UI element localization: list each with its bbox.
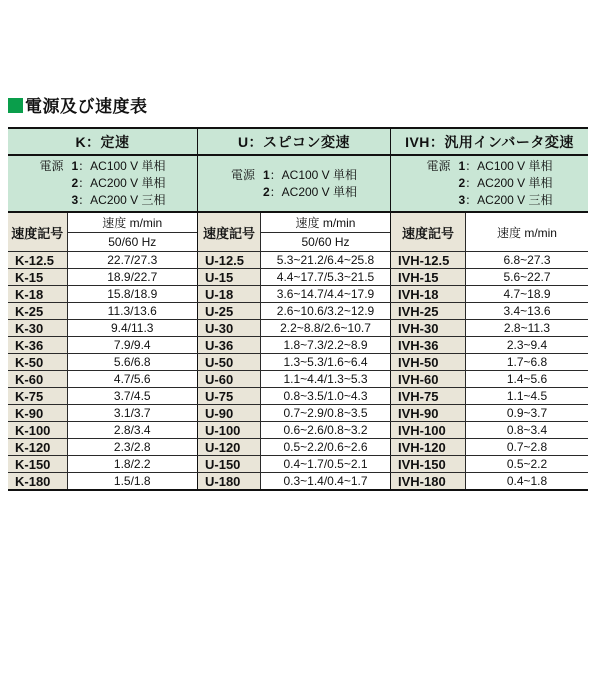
value-cell: 0.5~2.2/0.6~2.6 bbox=[261, 439, 391, 456]
section-header: U：スピコン変速 bbox=[198, 128, 391, 155]
table-row bbox=[391, 286, 589, 303]
code-cell: K-180 bbox=[8, 473, 67, 491]
section-U bbox=[197, 127, 390, 491]
table-row bbox=[8, 473, 197, 491]
code-cell: U-180 bbox=[198, 473, 261, 491]
table-row bbox=[391, 405, 589, 422]
power-spec-line: 3：AC200 V 三相 bbox=[458, 193, 553, 207]
value-cell: 3.1/3.7 bbox=[67, 405, 197, 422]
power-spec-line: 3：AC200 V 三相 bbox=[71, 193, 166, 207]
code-cell: IVH-30 bbox=[391, 320, 466, 337]
code-cell: IVH-90 bbox=[391, 405, 466, 422]
table-row bbox=[8, 320, 197, 337]
code-cell: U-15 bbox=[198, 269, 261, 286]
code-cell: K-60 bbox=[8, 371, 67, 388]
table-row bbox=[198, 405, 391, 422]
code-cell: IVH-36 bbox=[391, 337, 466, 354]
power-spec-line: 電源1：AC100 V 単相 bbox=[426, 159, 553, 173]
table-row bbox=[8, 252, 197, 269]
value-cell: 2.8~11.3 bbox=[466, 320, 589, 337]
value-cell: 0.3~1.4/0.4~1.7 bbox=[261, 473, 391, 491]
value-cell: 7.9/9.4 bbox=[67, 337, 197, 354]
table-row bbox=[198, 456, 391, 473]
table-row bbox=[198, 320, 391, 337]
code-cell: U-50 bbox=[198, 354, 261, 371]
code-cell: U-12.5 bbox=[198, 252, 261, 269]
code-cell: K-75 bbox=[8, 388, 67, 405]
value-cell: 1.5/1.8 bbox=[67, 473, 197, 491]
table-row bbox=[391, 371, 589, 388]
code-cell: K-50 bbox=[8, 354, 67, 371]
table-row bbox=[198, 422, 391, 439]
section-header: IVH：汎用インバータ変速 bbox=[391, 128, 589, 155]
table-row bbox=[198, 439, 391, 456]
hz-label: 50/60 Hz bbox=[301, 235, 350, 249]
value-cell: 1.8/2.2 bbox=[67, 456, 197, 473]
code-cell: U-90 bbox=[198, 405, 261, 422]
power-spec bbox=[198, 155, 391, 212]
value-cell: 22.7/27.3 bbox=[67, 252, 197, 269]
value-cell: 5.6~22.7 bbox=[466, 269, 589, 286]
code-cell: U-18 bbox=[198, 286, 261, 303]
power-speed-table bbox=[8, 127, 600, 491]
power-spec-line: 電源1：AC100 V 単相 bbox=[230, 167, 358, 182]
code-cell: U-150 bbox=[198, 456, 261, 473]
value-cell: 3.7/4.5 bbox=[67, 388, 197, 405]
power-spec-lines bbox=[231, 167, 357, 201]
table-row bbox=[8, 439, 197, 456]
code-cell: K-30 bbox=[8, 320, 67, 337]
value-cell: 2.3/2.8 bbox=[67, 439, 197, 456]
power-spec bbox=[8, 155, 197, 212]
table-row bbox=[391, 320, 589, 337]
table-row bbox=[391, 456, 589, 473]
value-cell: 1.8~7.3/2.2~8.9 bbox=[261, 337, 391, 354]
table-row bbox=[8, 354, 197, 371]
code-cell: K-120 bbox=[8, 439, 67, 456]
page-title-text: 電源及び速度表 bbox=[25, 97, 148, 116]
table-row bbox=[8, 456, 197, 473]
code-cell: U-120 bbox=[198, 439, 261, 456]
table-row bbox=[8, 388, 197, 405]
value-cell: 2.2~8.8/2.6~10.7 bbox=[261, 320, 391, 337]
table-row bbox=[8, 422, 197, 439]
table-row bbox=[8, 269, 197, 286]
section-IVH bbox=[390, 127, 588, 491]
table-row bbox=[8, 337, 197, 354]
value-cell: 4.4~17.7/5.3~21.5 bbox=[261, 269, 391, 286]
code-cell: U-60 bbox=[198, 371, 261, 388]
table-row bbox=[391, 269, 589, 286]
value-cell: 0.4~1.7/0.5~2.1 bbox=[261, 456, 391, 473]
value-cell: 11.3/13.6 bbox=[67, 303, 197, 320]
table-row bbox=[391, 439, 589, 456]
speed-column-header bbox=[261, 212, 391, 252]
value-cell: 1.7~6.8 bbox=[466, 354, 589, 371]
value-cell: 0.6~2.6/0.8~3.2 bbox=[261, 422, 391, 439]
value-cell: 0.9~3.7 bbox=[466, 405, 589, 422]
table-row bbox=[391, 388, 589, 405]
table-row bbox=[198, 388, 391, 405]
code-cell: U-75 bbox=[198, 388, 261, 405]
table-row bbox=[198, 473, 391, 491]
table-row bbox=[198, 337, 391, 354]
table-row bbox=[8, 405, 197, 422]
table-row bbox=[8, 286, 197, 303]
value-cell: 2.8/3.4 bbox=[67, 422, 197, 439]
table-row bbox=[198, 354, 391, 371]
code-cell: IVH-150 bbox=[391, 456, 466, 473]
table-row bbox=[198, 371, 391, 388]
value-cell: 3.6~14.7/4.4~17.9 bbox=[261, 286, 391, 303]
speed-column-header: 速度 m/min bbox=[466, 212, 589, 252]
table-row bbox=[391, 303, 589, 320]
value-cell: 15.8/18.9 bbox=[67, 286, 197, 303]
value-cell: 18.9/22.7 bbox=[67, 269, 197, 286]
code-cell: K-90 bbox=[8, 405, 67, 422]
table-row bbox=[198, 286, 391, 303]
table-row bbox=[391, 354, 589, 371]
value-cell: 1.4~5.6 bbox=[466, 371, 589, 388]
code-cell: K-25 bbox=[8, 303, 67, 320]
table-row bbox=[391, 337, 589, 354]
speed-unit-label: 速度 m/min bbox=[261, 213, 390, 233]
value-cell: 4.7~18.9 bbox=[466, 286, 589, 303]
code-cell: IVH-120 bbox=[391, 439, 466, 456]
code-cell: IVH-180 bbox=[391, 473, 466, 491]
speed-column-header bbox=[67, 212, 197, 252]
code-cell: IVH-75 bbox=[391, 388, 466, 405]
value-cell: 1.3~5.3/1.6~6.4 bbox=[261, 354, 391, 371]
value-cell: 0.5~2.2 bbox=[466, 456, 589, 473]
value-cell: 4.7/5.6 bbox=[67, 371, 197, 388]
code-cell: U-100 bbox=[198, 422, 261, 439]
value-cell: 9.4/11.3 bbox=[67, 320, 197, 337]
table-row bbox=[391, 473, 589, 491]
code-cell: K-15 bbox=[8, 269, 67, 286]
power-spec-line: 2：AC200 V 単相 bbox=[458, 176, 553, 190]
value-cell: 5.3~21.2/6.4~25.8 bbox=[261, 252, 391, 269]
table-row bbox=[8, 371, 197, 388]
code-cell: U-30 bbox=[198, 320, 261, 337]
code-cell: K-100 bbox=[8, 422, 67, 439]
table-row bbox=[391, 422, 589, 439]
code-cell: IVH-18 bbox=[391, 286, 466, 303]
value-cell: 0.4~1.8 bbox=[466, 473, 589, 491]
title-bullet-icon bbox=[8, 98, 23, 113]
code-cell: K-18 bbox=[8, 286, 67, 303]
power-spec-line: 2：AC200 V 単相 bbox=[262, 184, 358, 199]
value-cell: 2.3~9.4 bbox=[466, 337, 589, 354]
code-column-header: 速度記号 bbox=[391, 212, 466, 252]
table-row bbox=[391, 252, 589, 269]
table-row bbox=[8, 303, 197, 320]
code-cell: K-150 bbox=[8, 456, 67, 473]
value-cell: 6.8~27.3 bbox=[466, 252, 589, 269]
code-cell: U-36 bbox=[198, 337, 261, 354]
code-cell: IVH-12.5 bbox=[391, 252, 466, 269]
speed-unit-label: 速度 m/min bbox=[68, 213, 198, 233]
code-cell: U-25 bbox=[198, 303, 261, 320]
page-title bbox=[8, 97, 600, 116]
value-cell: 1.1~4.5 bbox=[466, 388, 589, 405]
power-spec bbox=[391, 155, 589, 212]
code-cell: IVH-100 bbox=[391, 422, 466, 439]
value-cell: 5.6/6.8 bbox=[67, 354, 197, 371]
code-cell: IVH-60 bbox=[391, 371, 466, 388]
code-cell: IVH-15 bbox=[391, 269, 466, 286]
value-cell: 3.4~13.6 bbox=[466, 303, 589, 320]
value-cell: 0.7~2.9/0.8~3.5 bbox=[261, 405, 391, 422]
value-cell: 2.6~10.6/3.2~12.9 bbox=[261, 303, 391, 320]
table-row bbox=[198, 252, 391, 269]
value-cell: 0.8~3.4 bbox=[466, 422, 589, 439]
power-spec-lines bbox=[39, 158, 165, 209]
power-spec-line: 電源1：AC100 V 単相 bbox=[39, 159, 166, 173]
code-cell: IVH-50 bbox=[391, 354, 466, 371]
code-cell: IVH-25 bbox=[391, 303, 466, 320]
code-column-header: 速度記号 bbox=[198, 212, 261, 252]
section-K bbox=[8, 127, 197, 491]
code-cell: K-12.5 bbox=[8, 252, 67, 269]
table-row bbox=[198, 303, 391, 320]
code-column-header: 速度記号 bbox=[8, 212, 67, 252]
value-cell: 1.1~4.4/1.3~5.3 bbox=[261, 371, 391, 388]
section-header: K：定速 bbox=[8, 128, 197, 155]
value-cell: 0.7~2.8 bbox=[466, 439, 589, 456]
value-cell: 0.8~3.5/1.0~4.3 bbox=[261, 388, 391, 405]
power-spec-line: 2：AC200 V 単相 bbox=[71, 176, 166, 190]
hz-label: 50/60 Hz bbox=[108, 235, 157, 249]
table-row bbox=[198, 269, 391, 286]
code-cell: K-36 bbox=[8, 337, 67, 354]
power-spec-lines bbox=[426, 158, 552, 209]
